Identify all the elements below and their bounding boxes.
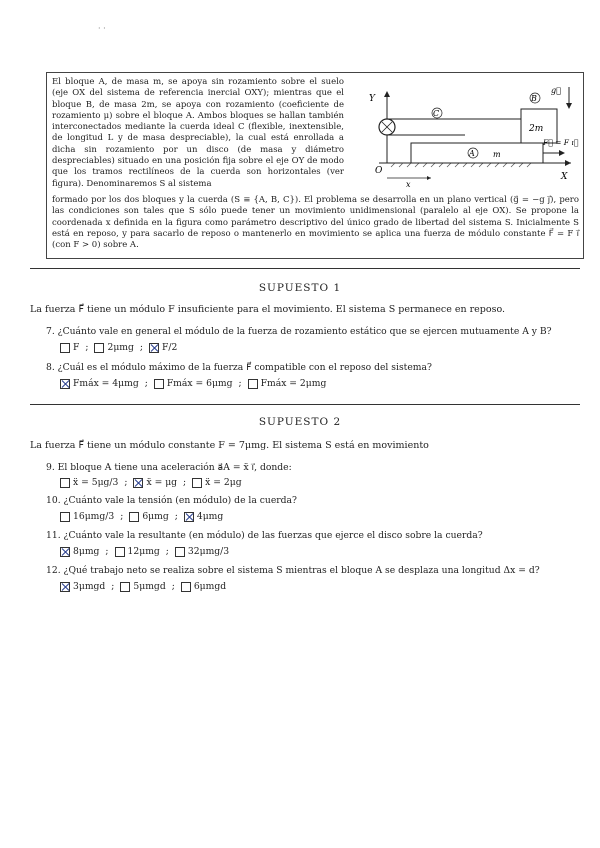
question-12-text: 12. ¿Qué trabajo neto se realiza sobre el sistema S mientras el bloque A se desplaza una longitud Δx = d? (46, 565, 540, 576)
question-11-options: 8μmg ; 12μmg ; 32μmg/3 (60, 546, 580, 557)
checkbox-checked[interactable] (133, 478, 143, 488)
question-9-options: ẍ = 5μg/3 ; ẍ = μg ; ẍ = 2μg (60, 477, 580, 488)
header-mark: · · (98, 24, 106, 33)
x-dimension-arrowhead (427, 176, 431, 180)
q8-option-2[interactable]: Fmáx = 6μmg (154, 378, 233, 389)
q7-option-1[interactable]: F (60, 342, 79, 353)
checkbox-checked[interactable] (149, 343, 159, 353)
checkbox[interactable] (181, 582, 191, 592)
checkbox[interactable] (120, 582, 130, 592)
supuesto-2-title: SUPUESTO 2 (258, 416, 342, 428)
question-7-text: 7. ¿Cuánto vale en general el módulo de la fuerza de rozamiento estático que se ejercen mutuamente A y B? (46, 326, 552, 337)
question-8-text: 8. ¿Cuál es el módulo máximo de la fuerza F⃗ compatible con el reposo del sistema? (46, 362, 432, 373)
checkbox-checked[interactable] (60, 582, 70, 592)
q9-option-1[interactable]: ẍ = 5μg/3 (60, 477, 118, 488)
q9-option-2[interactable]: ẍ = μg (133, 477, 177, 488)
divider-1 (30, 268, 580, 269)
q12-option-3[interactable]: 6μmgd (181, 581, 226, 592)
label-x: x (406, 180, 411, 189)
label-2m: 2m (529, 124, 544, 134)
label-c: C (433, 109, 440, 118)
x-axis-arrow (565, 160, 571, 166)
y-axis-arrow (384, 91, 390, 97)
checkbox[interactable] (192, 478, 202, 488)
checkbox-checked[interactable] (60, 547, 70, 557)
question-12-options: 3μmgd ; 5μmgd ; 6μmgd (60, 581, 580, 592)
problem-text-full: formado por los dos bloques y la cuerda (S ≡ {A, B, C}). El problema se desarrolla en un plano vertical (g⃗ = −g ȷ⃗), pero las condiciones son tales que S sólo puede tener un movimiento unidimensional (paralelo al eje OX). Se propone la coordenada x definida en la figura como parámetro descriptivo del único grado de libertad del sistema S. Inicialmente S está en reposo, y para sacarlo de reposo o mantenerlo en movimiento se aplica una fuerza de módulo constante F⃗ = F ı⃗ (con F > 0) sobre A. (52, 195, 579, 251)
q10-option-2[interactable]: 6μmg (129, 511, 168, 522)
question-10-text: 10. ¿Cuánto vale la tensión (en módulo) de la cuerda? (46, 495, 297, 506)
q9-option-3[interactable]: ẍ = 2μg (192, 477, 241, 488)
supuesto-2-statement: La fuerza F⃗ tiene un módulo constante F = 7μmg. El sistema S está en movimiento (30, 440, 429, 451)
checkbox-checked[interactable] (60, 379, 70, 389)
q8-option-1[interactable]: Fmáx = 4μmg (60, 378, 139, 389)
checkbox[interactable] (60, 512, 70, 522)
q7-option-3[interactable]: F/2 (149, 342, 177, 353)
checkbox[interactable] (175, 547, 185, 557)
q10-option-3[interactable]: 4μmg (184, 511, 223, 522)
supuesto-1-title: SUPUESTO 1 (258, 282, 342, 294)
checkbox[interactable] (115, 547, 125, 557)
q8-option-3[interactable]: Fmáx = 2μmg (248, 378, 327, 389)
label-g: g⃗ (551, 86, 561, 95)
checkbox[interactable] (154, 379, 164, 389)
gravity-arrowhead (566, 103, 572, 109)
label-f: F⃗ = F ı⃗ (543, 138, 579, 147)
checkbox[interactable] (60, 343, 70, 353)
label-b: B (531, 94, 537, 103)
label-m: m (493, 150, 501, 159)
label-x-axis: X (561, 172, 568, 182)
problem-text-side: El bloque A, de masa m, se apoya sin rozamiento sobre el suelo (eje OX del sistema de referencia inercial OXY); mientras que el bloque B, de masa 2m, se apoya con rozamiento (coeficiente de rozamiento μ) sobre el bloque A. Ambos bloques se hallan también interconectados mediante la cuerda ideal C (flexible, inextensible, de longitud L y de masa despreciable), la cual está enrollada a dicha sin rozamiento por un disco (de masa y diámetro despreciables) situado en una posición fija sobre el eje OY de modo que los tramos rectilíneos de la cuerda son horizontales (ver figura). Denominaremos S al sistema (52, 77, 344, 189)
question-7-options: F ; 2μmg ; F/2 (60, 342, 580, 353)
label-a: A (469, 149, 475, 158)
checkbox[interactable] (94, 343, 104, 353)
question-10-options: 16μmg/3 ; 6μmg ; 4μmg (60, 511, 580, 522)
force-arrowhead (559, 150, 565, 156)
checkbox[interactable] (60, 478, 70, 488)
checkbox-checked[interactable] (184, 512, 194, 522)
q12-option-1[interactable]: 3μmgd (60, 581, 105, 592)
question-8-options: Fmáx = 4μmg ; Fmáx = 6μmg ; Fmáx = 2μmg (60, 378, 580, 389)
divider-2 (30, 404, 580, 405)
ground-hatch (391, 163, 531, 167)
supuesto-1-statement: La fuerza F⃗ tiene un módulo F insuficiente para el movimiento. El sistema S permanece en reposo. (30, 304, 506, 315)
q7-option-2[interactable]: 2μmg (94, 342, 133, 353)
q11-option-2[interactable]: 12μmg (115, 546, 160, 557)
checkbox[interactable] (129, 512, 139, 522)
label-o: O (375, 166, 383, 176)
problem-box (46, 72, 584, 259)
block-a (411, 143, 543, 163)
problem-figure (365, 83, 579, 195)
q11-option-1[interactable]: 8μmg (60, 546, 99, 557)
checkbox[interactable] (248, 379, 258, 389)
question-9-text: 9. El bloque A tiene una aceleración a⃗A = ẍ ı⃗, donde: (46, 462, 292, 473)
q10-option-1[interactable]: 16μmg/3 (60, 511, 114, 522)
question-11-text: 11. ¿Cuánto vale la resultante (en módulo) de las fuerzas que ejerce el disco sobre la cuerda? (46, 530, 483, 541)
label-y: Y (369, 94, 375, 104)
q11-option-3[interactable]: 32μmg/3 (175, 546, 229, 557)
q12-option-2[interactable]: 5μmgd (120, 581, 165, 592)
